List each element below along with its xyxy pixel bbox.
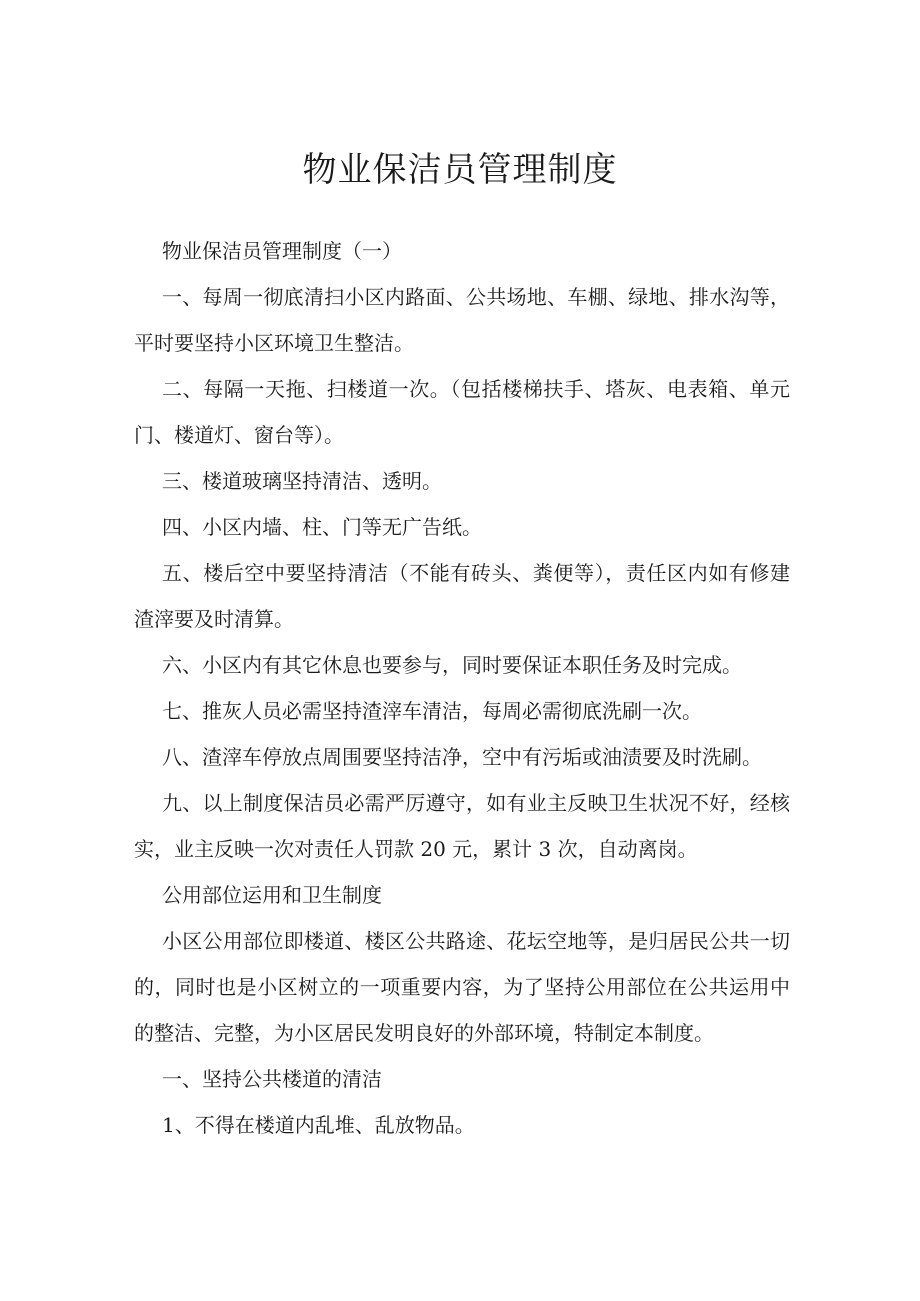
document-body [134,228,790,1148]
rule-paragraph-6: 六、小区内有其它休息也要参与，同时要保证本职任务及时完成。 [162,653,742,677]
rule-paragraph-3: 三、楼道玻璃坚持清洁、透明。 [162,469,442,493]
subsection-heading-1: 一、坚持公共楼道的清洁 [162,1067,382,1091]
rule-paragraph-9: 九、以上制度保洁员必需严厉遵守，如有业主反映卫生状况不好，经核实，业主反映一次对责任人罚款 20 元，累计 3 次，自动离岗。 [134,791,790,861]
rule-paragraph-8: 八、渣滓车停放点周围要坚持洁净，空中有污垢或油渍要及时洗刷。 [162,745,762,769]
list-item-1: 1、不得在楼道内乱堆、乱放物品。 [162,1113,475,1137]
section-heading-1: 物业保洁员管理制度（一） [162,239,402,263]
rule-paragraph-2: 二、每隔一天拖、扫楼道一次。（包括楼梯扶手、塔灰、电表箱、单元门、楼道灯、窗台等）。 [134,377,790,447]
rule-paragraph-4: 四、小区内墙、柱、门等无广告纸。 [162,515,482,539]
rule-paragraph-5: 五、楼后空中要坚持清洁（不能有砖头、粪便等），责任区内如有修建渣滓要及时清算。 [134,561,790,631]
intro-paragraph: 小区公用部位即楼道、楼区公共路途、花坛空地等，是归居民公共一切的，同时也是小区树立的一项重要内容，为了坚持公用部位在公共运用中的整洁、完整，为小区居民发明良好的外部环境，特制定本制度。 [134,929,790,1045]
section-heading-2: 公用部位运用和卫生制度 [162,883,382,907]
rule-paragraph-7: 七、推灰人员必需坚持渣滓车清洁，每周必需彻底洗刷一次。 [162,699,702,723]
document-title: 物业保洁员管理制度 [302,150,618,190]
rule-paragraph-1: 一、每周一彻底清扫小区内路面、公共场地、车棚、绿地、排水沟等，平时要坚持小区环境卫生整洁。 [134,285,790,355]
